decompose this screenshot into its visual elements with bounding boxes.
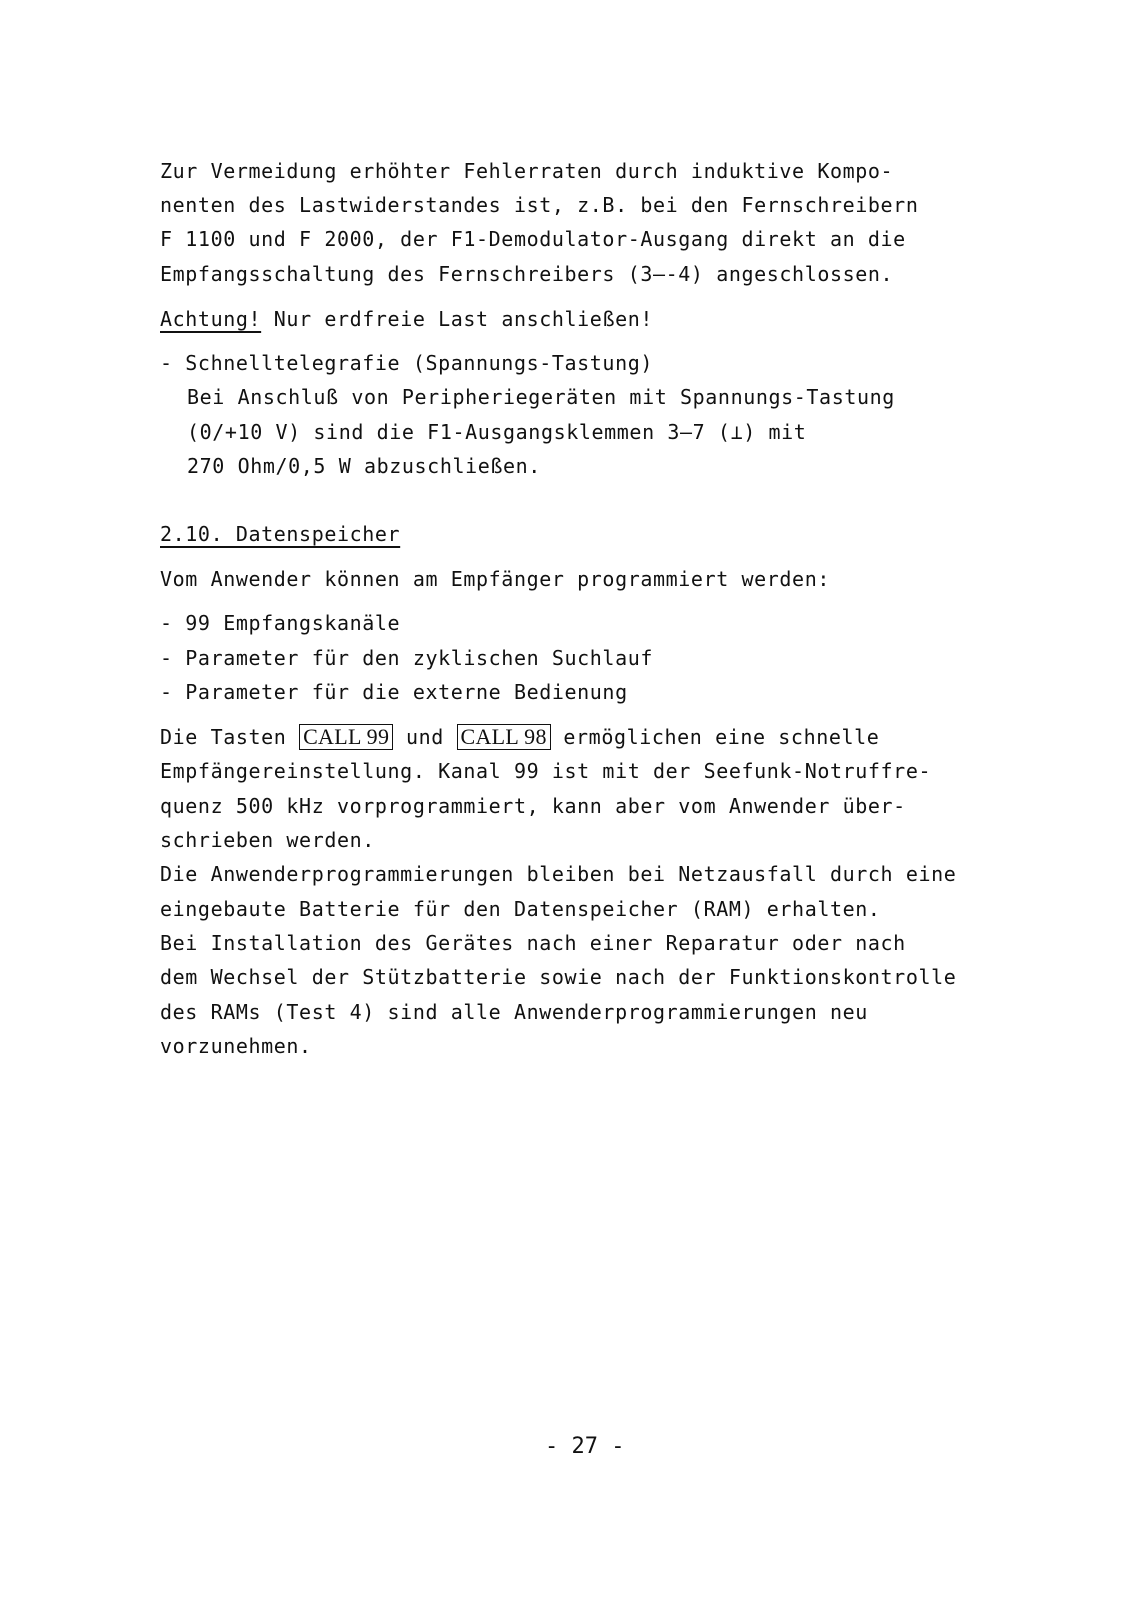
page-number: - 27 - (545, 1434, 625, 1459)
body-line-9: vorzunehmen. (160, 1034, 312, 1058)
call-99-key: CALL 99 (299, 724, 393, 750)
bullet-schnelltelegrafie-line-1: Bei Anschluß von Peripheriegeräten mit Spannungs-Tastung (187, 385, 895, 409)
call-98-key: CALL 98 (457, 724, 551, 750)
body-line-7: dem Wechsel der Stützbatterie sowie nach der Funktionskontrolle (160, 965, 957, 989)
list-item: - Parameter für den zyklischen Suchlauf (160, 646, 653, 670)
keys-line-before: Die Tasten (160, 725, 300, 749)
intro-line-2: nenten des Lastwiderstandes ist, z.B. bei den Fernschreibern (160, 193, 919, 217)
list-item: - Parameter für die externe Bedienung (160, 680, 628, 704)
intro-line-1: Zur Vermeidung erhöhter Fehlerraten durch induktive Kompo- (160, 159, 894, 183)
body-line-1: Empfängereinstellung. Kanal 99 ist mit der Seefunk-Notruffre- (160, 759, 932, 783)
keys-line-after: ermöglichen eine schnelle (550, 725, 880, 749)
body-line-5: eingebaute Batterie für den Datenspeicher (RAM) erhalten. (160, 897, 881, 921)
keys-line (160, 724, 879, 750)
bullet-schnelltelegrafie-title: - Schnelltelegrafie (Spannungs-Tastung) (160, 351, 653, 375)
body-line-2: quenz 500 kHz vorprogrammiert, kann aber vom Anwender über- (160, 794, 906, 818)
intro-line-3: F 1100 und F 2000, der F1-Demodulator-Ausgang direkt an die (160, 227, 906, 251)
body-line-3: schrieben werden. (160, 828, 375, 852)
list-item: - 99 Empfangskanäle (160, 611, 401, 635)
warning-label: Achtung! (160, 307, 262, 331)
body-line-8: des RAMs (Test 4) sind alle Anwenderprogrammierungen neu (160, 1000, 868, 1024)
keys-line-middle: und (393, 725, 457, 749)
warning-text: Nur erdfreie Last anschließen! (261, 307, 654, 331)
warning-line (160, 306, 653, 332)
bullet-schnelltelegrafie-line-3: 270 Ohm/0,5 W abzuschließen. (187, 454, 541, 478)
body-line-6: Bei Installation des Gerätes nach einer Reparatur oder nach (160, 931, 906, 955)
body-line-4: Die Anwenderprogrammierungen bleiben bei Netzausfall durch eine (160, 862, 957, 886)
section-intro: Vom Anwender können am Empfänger programmiert werden: (160, 567, 830, 591)
bullet-schnelltelegrafie-line-2: (0/+10 V) sind die F1-Ausgangsklemmen 3—7 (⊥) mit (187, 420, 807, 444)
intro-line-4: Empfangsschaltung des Fernschreibers (3—-4) angeschlossen. (160, 262, 894, 286)
section-heading: 2.10. Datenspeicher (160, 522, 401, 546)
